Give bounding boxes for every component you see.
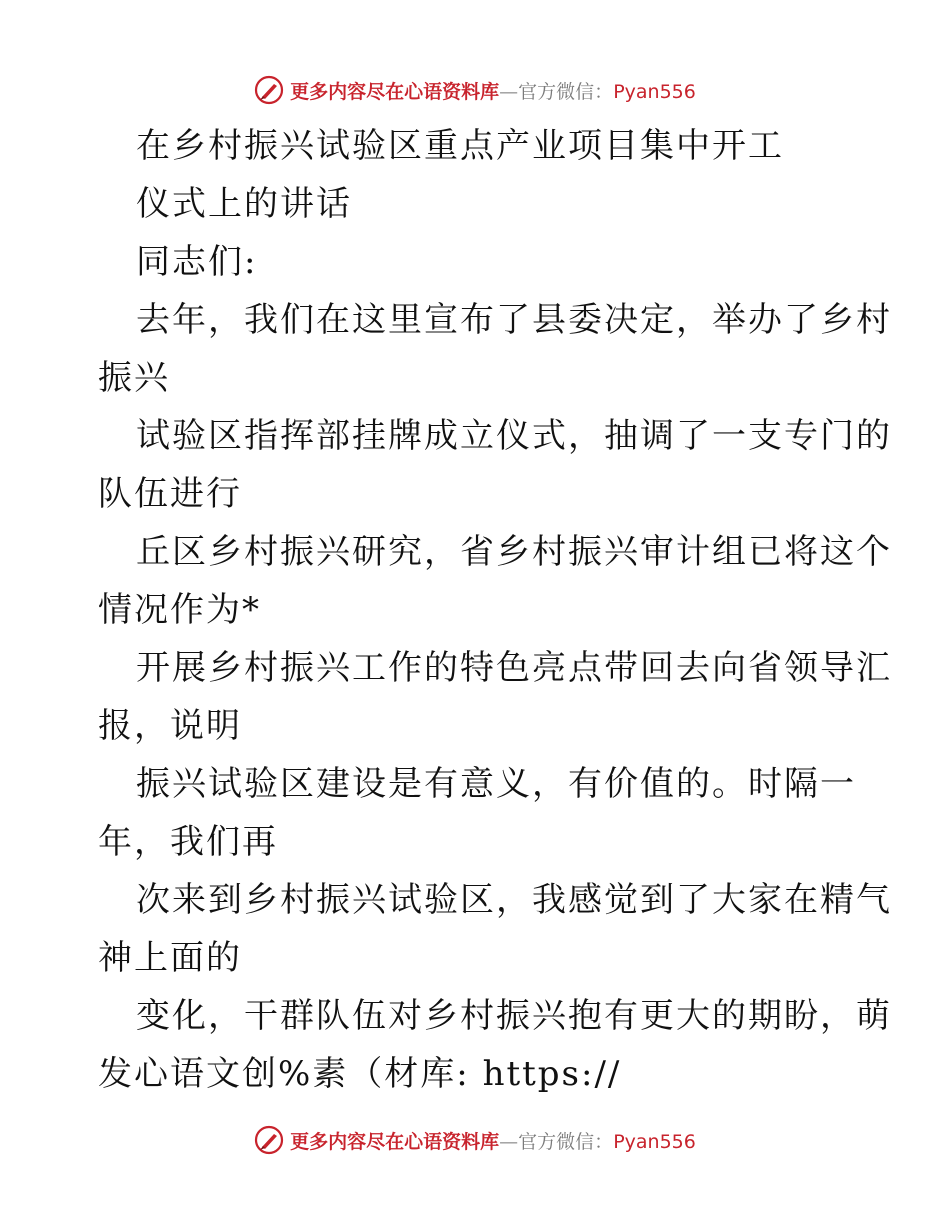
text-line: 试验区指挥部挂牌成立仪式，抽调了一支专门的: [136, 416, 892, 456]
salutation: 同志们:: [136, 242, 258, 282]
banner-separator: —: [499, 1130, 519, 1153]
text-line: 发心语文创%素（材库: https://: [98, 1054, 622, 1094]
text-line: 队伍进行: [98, 474, 242, 514]
text-line: 变化，干群队伍对乡村振兴抱有更大的期盼，萌: [136, 996, 892, 1036]
text-line: 神上面的: [98, 938, 242, 978]
text-line: 去年，我们在这里宣布了县委决定，举办了乡村: [136, 300, 892, 340]
banner-wechat-id: Pyan556: [613, 1130, 696, 1153]
document-title-line-1: 在乡村振兴试验区重点产业项目集中开工: [136, 126, 784, 166]
text-line: 年，我们再: [98, 822, 278, 862]
quill-pen-circle-icon: [254, 1125, 284, 1155]
banner-main-text: 更多内容尽在心语资料库: [290, 80, 500, 103]
quill-pen-circle-icon: [254, 75, 284, 105]
banner-wechat-id: Pyan556: [613, 80, 696, 103]
text-line: 情况作为*: [98, 590, 261, 630]
text-line: 开展乡村振兴工作的特色亮点带回去向省领导汇: [136, 648, 892, 688]
document-title-line-2: 仪式上的讲话: [136, 184, 352, 224]
header-banner: [0, 70, 950, 110]
text-line: 次来到乡村振兴试验区，我感觉到了大家在精气: [136, 880, 892, 920]
banner-text: [290, 77, 696, 104]
banner-official-label: 官方微信：: [518, 1130, 614, 1153]
banner-text: [290, 1127, 696, 1154]
text-line: 振兴试验区建设是有意义，有价值的。时隔一: [136, 764, 856, 804]
banner-separator: —: [499, 80, 519, 103]
banner-main-text: 更多内容尽在心语资料库: [290, 1130, 500, 1153]
text-line: 丘区乡村振兴研究，省乡村振兴审计组已将这个: [136, 532, 892, 572]
banner-official-label: 官方微信：: [518, 80, 614, 103]
footer-banner: [0, 1120, 950, 1160]
text-line: 报，说明: [98, 706, 242, 746]
text-line: 振兴: [98, 358, 170, 398]
